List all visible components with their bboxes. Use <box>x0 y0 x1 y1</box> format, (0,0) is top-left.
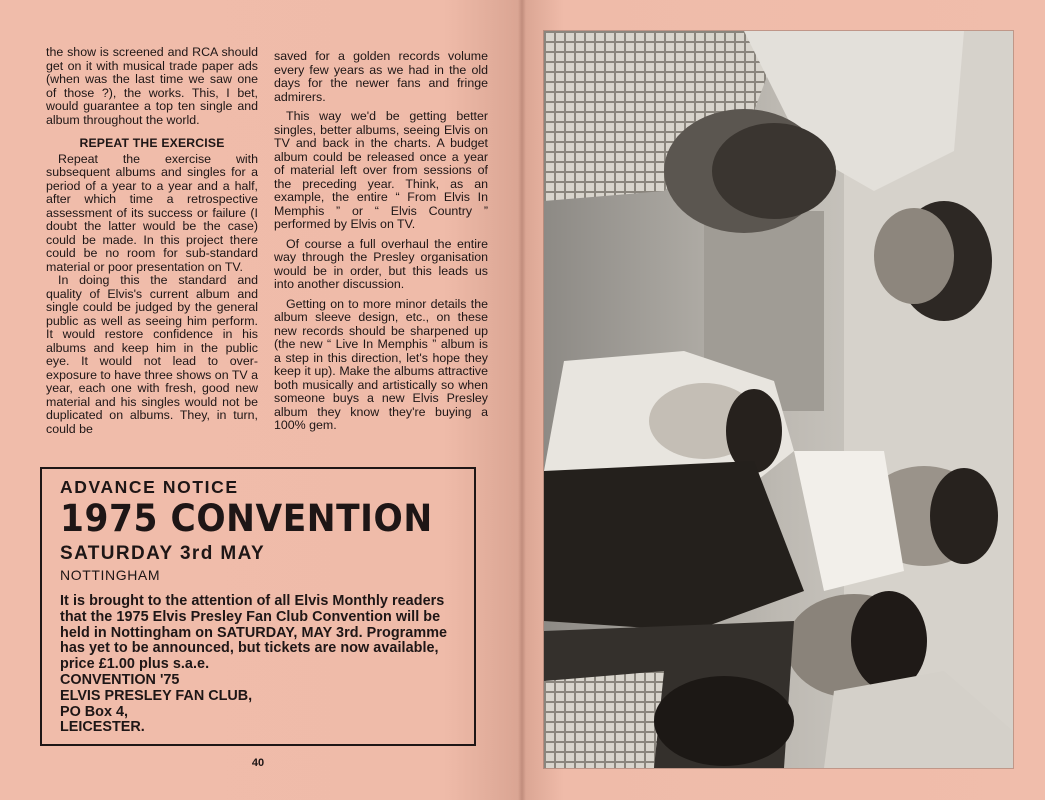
notice-headline: 1975 CONVENTION <box>60 497 433 540</box>
page-number: 40 <box>251 757 265 769</box>
notice-city: NOTTINGHAM <box>60 567 161 583</box>
article-paragraph: saved for a golden records volume every few years as we had in the old days for the newer fans and fringe admirers. <box>274 49 488 104</box>
page-gutter <box>518 0 526 800</box>
address-line: ELVIS PRESLEY FAN CLUB, <box>60 687 253 704</box>
notice-address <box>60 673 456 736</box>
photo-illustration <box>544 31 1013 768</box>
section-subheading: REPEAT THE EXERCISE <box>79 136 225 150</box>
convention-notice-box <box>40 467 476 746</box>
article-column-1 <box>46 46 258 436</box>
address-line: PO Box 4, <box>60 703 128 720</box>
article-paragraph: This way we'd be getting better singles, better albums, seeing Elvis on TV and back in the charts. A budget album could be released once a year of material left over from sessions of the preceding year. Think, as an example, the entire “ From Elvis In Memphis ” or “ Elvis Country ” performed by Elvis on TV. <box>274 109 488 231</box>
article-paragraph: the show is screened and RCA should get on it with musical trade paper ads (when was the last time we saw one of those ?), the works. This, I bet, would guarantee a top ten single and album throughout the world. <box>46 45 258 127</box>
article-paragraph: Getting on to more minor details the album sleeve design, etc., on these new records should be sharpened up (the new “ Live In Memphis ” album is a step in this direction, let's hope they keep it up). Make the albums attractive both musically and artistically so when someone buys a new Elvis Presley album they know they're buying a 100% gem. <box>274 296 488 432</box>
article-paragraph: Repeat the exercise with subsequent albums and singles for a period of a year to a year and a half, after which time a retrospective assessment of its success or failure (I doubt the latter would be the case) could be made. In this project there could be no room for sub-standard material or poor presentation on TV. <box>46 151 258 274</box>
notice-body: It is brought to the attention of all Elvis Monthly readers that the 1975 Elvis Presley Fan Club Convention will be held in Nottingham on SATURDAY, MAY 3rd. Programme has yet to be announced, but tickets are now available, price £1.00 plus s.a.e. <box>60 593 448 673</box>
notice-kicker: ADVANCE NOTICE <box>60 477 239 497</box>
article-column-2 <box>274 50 488 433</box>
article-paragraph: Of course a full overhaul the entire way through the Presley organisation would be in order, but this leads us into another discussion. <box>274 236 488 291</box>
address-line: CONVENTION '75 <box>60 671 180 688</box>
group-photograph <box>544 31 1013 768</box>
notice-date: SATURDAY 3rd MAY <box>60 543 266 564</box>
article-paragraph: In doing this the standard and quality of Elvis's current album and single could be judged by the general public as well as seeing him perform. It would restore confidence in his albums and keep him in the public eye. It would not lead to over-exposure to have three shows on TV a year, each one with fresh, good new material and his singles would not be duplicated on albums. They, in turn, could be <box>46 273 258 436</box>
address-line: LEICESTER. <box>60 719 145 736</box>
